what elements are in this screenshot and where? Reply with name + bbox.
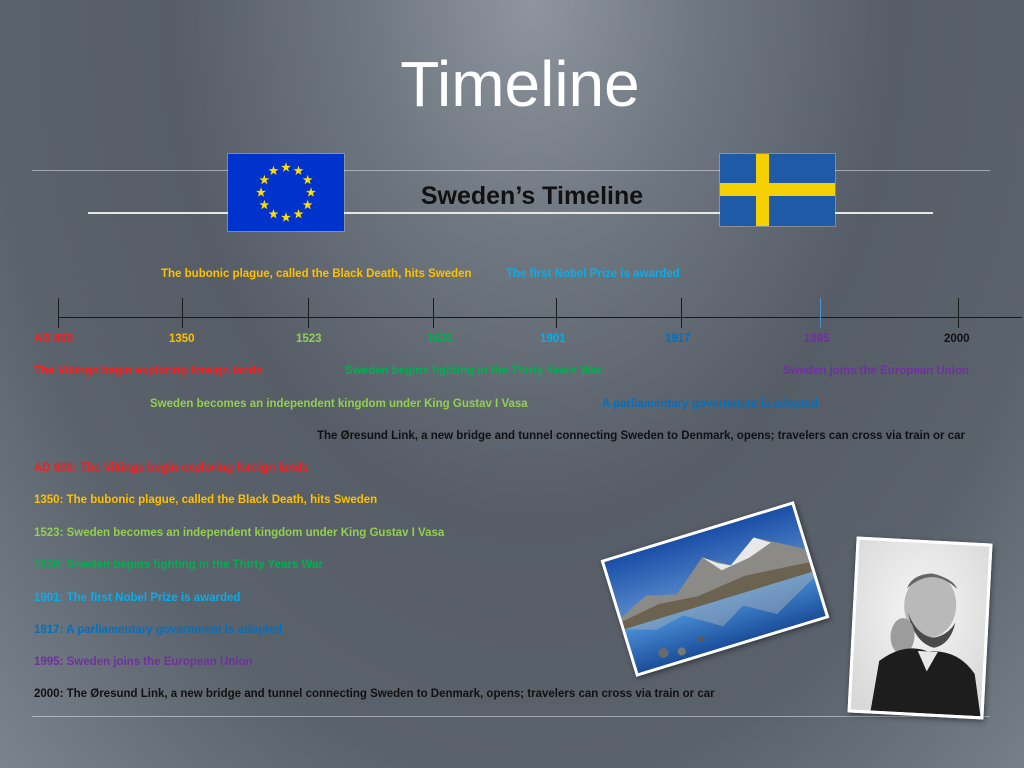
- tick-1995: [820, 298, 821, 328]
- bottom-divider: [32, 716, 990, 717]
- tick-1901: [556, 298, 557, 328]
- list-item-1901: 1901: The first Nobel Prize is awarded: [34, 592, 241, 604]
- event-label-ad800: The Vikings begin exploring foreign lands: [34, 365, 263, 377]
- year-label-1995: 1995: [804, 333, 830, 345]
- event-label-1630: Sweden begins fighting in the Thirty Years War: [345, 365, 602, 377]
- mountain-lake-photo: [601, 501, 830, 677]
- event-label-2000: The Øresund Link, a new bridge and tunnel connecting Sweden to Denmark, opens; travelers can cross via train or car: [317, 430, 965, 442]
- list-item-2000: 2000: The Øresund Link, a new bridge and tunnel connecting Sweden to Denmark, opens; travelers can cross via train or car: [34, 688, 715, 700]
- tick-1523: [308, 298, 309, 328]
- tick-ad800: [58, 298, 59, 328]
- timeline-axis: [58, 317, 1022, 318]
- year-label-1630: 1630: [427, 333, 453, 345]
- year-label-2000: 2000: [944, 333, 970, 345]
- list-item-1523: 1523: Sweden becomes an independent kingdom under King Gustav I Vasa: [34, 527, 445, 539]
- year-label-1523: 1523: [296, 333, 322, 345]
- list-item-1630: 1630: Sweden begins fighting in the Thirty Years War: [34, 559, 323, 571]
- tick-2000: [958, 298, 959, 328]
- tick-1630: [433, 298, 434, 328]
- event-label-1917: A parliamentary government is adopted: [602, 398, 819, 410]
- slide-title: Timeline: [400, 48, 640, 120]
- year-label-ad800: AD 800: [34, 333, 73, 345]
- event-label-1901: The first Nobel Prize is awarded: [506, 268, 680, 280]
- list-item-1995: 1995: Sweden joins the European Union: [34, 656, 253, 668]
- year-label-1901: 1901: [540, 333, 566, 345]
- year-label-1350: 1350: [169, 333, 195, 345]
- event-label-1995: Sweden joins the European Union: [783, 365, 969, 377]
- top-divider: [32, 170, 990, 171]
- tick-1917: [681, 298, 682, 328]
- tick-1350: [182, 298, 183, 328]
- event-label-1523: Sweden becomes an independent kingdom under King Gustav I Vasa: [150, 398, 528, 410]
- list-item-ad800: AD 800: The Vikings begin exploring foreign lands: [34, 462, 309, 474]
- slide-subtitle: Sweden’s Timeline: [420, 182, 644, 210]
- event-label-1350: The bubonic plague, called the Black Death, hits Sweden: [161, 268, 472, 280]
- year-label-1917: 1917: [665, 333, 691, 345]
- list-item-1350: 1350: The bubonic plague, called the Black Death, hits Sweden: [34, 494, 378, 506]
- portrait-photo: [847, 537, 992, 720]
- list-item-1917: 1917: A parliamentary government is adopted: [34, 624, 283, 636]
